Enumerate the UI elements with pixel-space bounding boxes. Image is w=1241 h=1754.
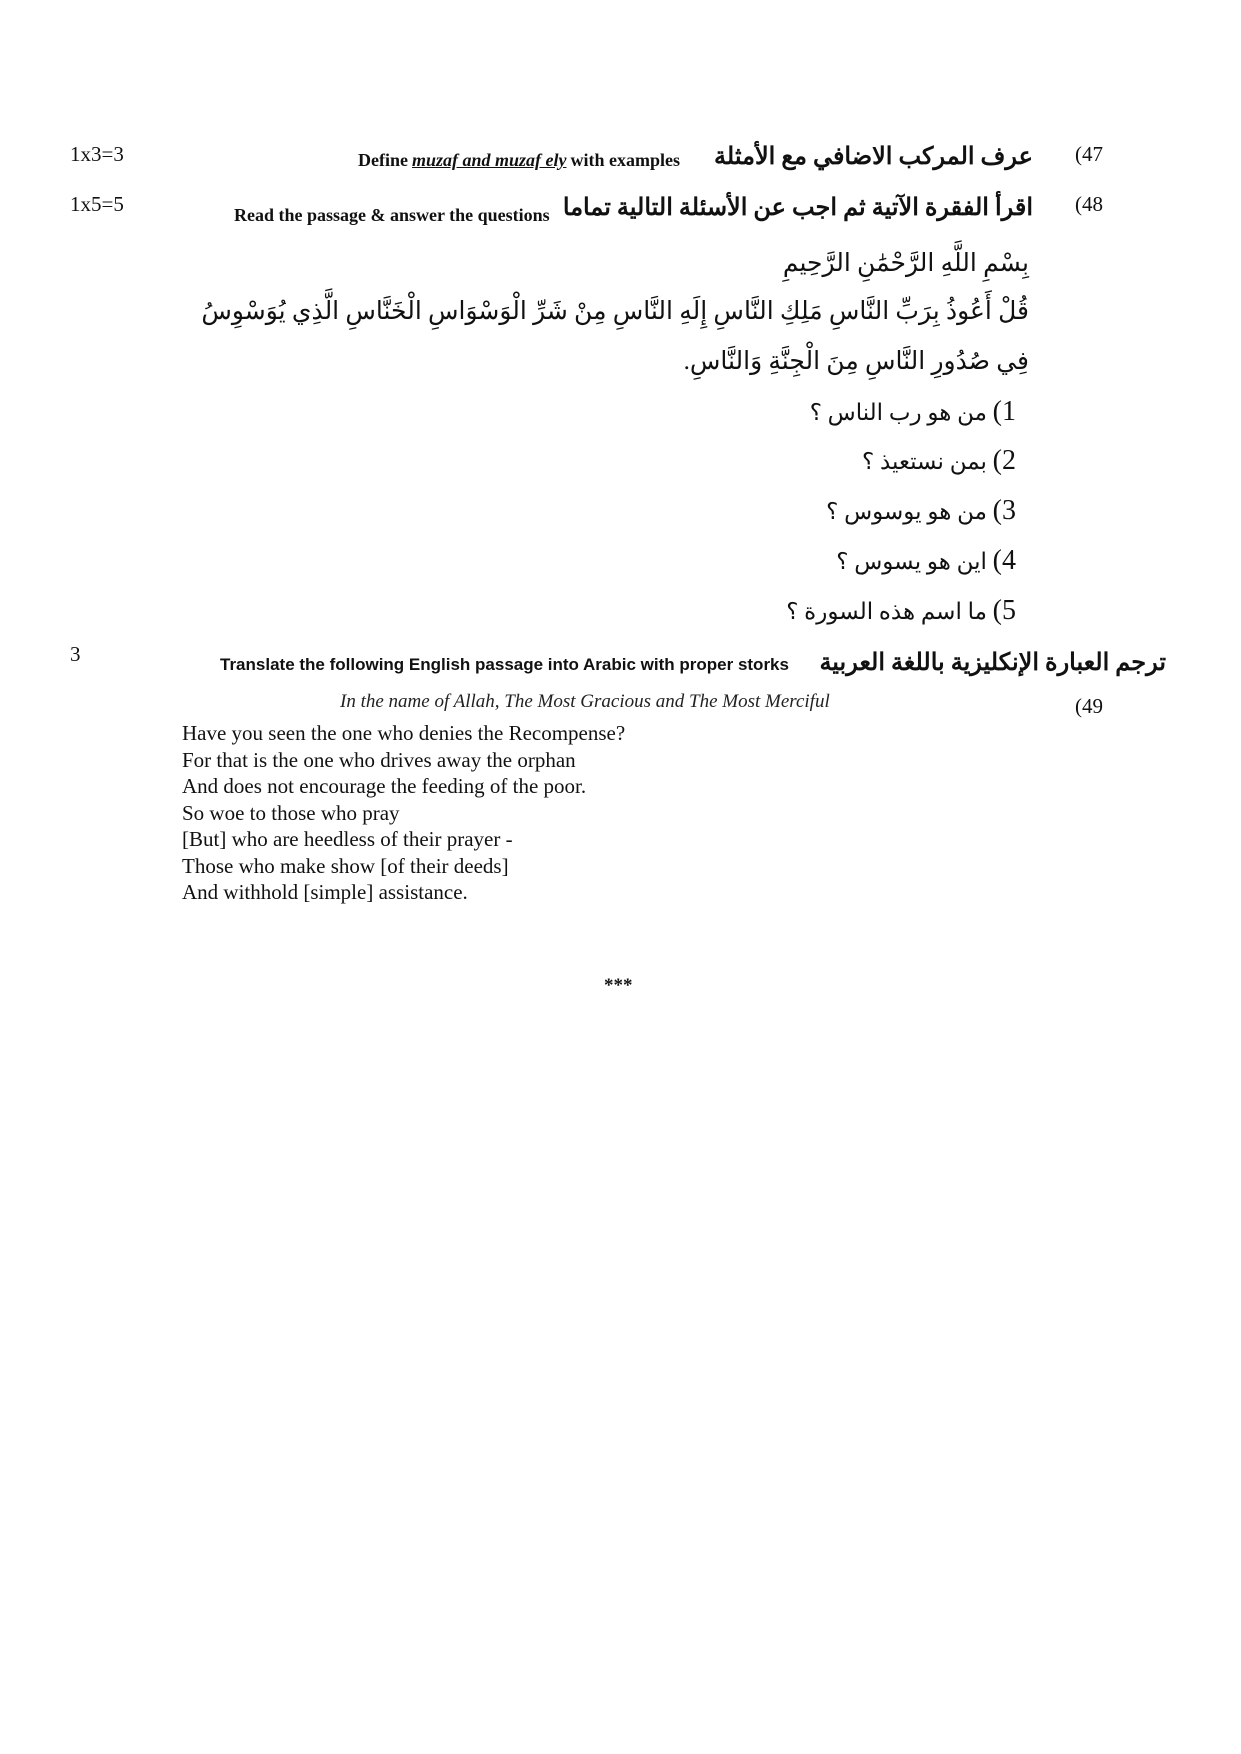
q47-number: (47 (1075, 142, 1103, 166)
sub-question-4 (836, 545, 1016, 577)
passage-line: So woe to those who pray (182, 800, 400, 825)
passage-line: And withhold [simple] assistance. (182, 880, 468, 904)
translation-passage (182, 720, 625, 906)
q47-instruction (358, 150, 680, 171)
passage-line-3: فِي صُدُورِ النَّاسِ مِنَ الْجِنَّةِ وَالنَّاسِ. (683, 348, 1029, 375)
sub-question-3 (826, 495, 1016, 527)
sub-question-text: من هو رب الناس ؟ (809, 400, 987, 425)
q49-marks: 3 (70, 642, 81, 666)
sub-question-number: 3) (992, 495, 1016, 526)
q49-arabic-instruction: ترجم العبارة الإنكليزية باللغة العربية (819, 650, 1166, 676)
q47-arabic-instruction: عرف المركب الاضافي مع الأمثلة (714, 144, 1033, 170)
sub-question-number: 2) (992, 445, 1016, 476)
passage-line: Have you seen the one who denies the Recompense? (182, 721, 626, 745)
passage-line-1: بِسْمِ اللَّهِ الرَّحْمَٰنِ الرَّحِيمِ (782, 250, 1029, 277)
sub-question-5 (786, 595, 1016, 627)
sub-question-text: ما اسم هذه السورة ؟ (786, 599, 987, 624)
sub-question-2 (862, 445, 1016, 477)
passage-line: And does not encourage the feeding of the poor. (182, 774, 587, 798)
q48-number: (48 (1075, 192, 1103, 216)
sub-question-number: 1) (992, 396, 1016, 427)
q47-english-suffix: with examples (570, 150, 680, 170)
end-of-paper-mark: *** (604, 975, 633, 996)
passage-line: Those who make show [of their deeds] (182, 853, 509, 878)
q48-marks: 1x5=5 (70, 192, 124, 216)
q47-english-prefix: Define (358, 150, 408, 170)
sub-question-text: اين هو يسوس ؟ (836, 549, 987, 574)
sub-question-number: 5) (992, 595, 1016, 626)
q47-english-emphasis: muzaf and muzaf ely (411, 150, 567, 170)
q49-english-instruction: Translate the following English passage into Arabic with proper storks (220, 655, 789, 674)
passage-line: [But] who are heedless of their prayer - (182, 827, 513, 851)
q49-italic-heading: In the name of Allah, The Most Gracious and The Most Merciful (340, 691, 830, 712)
sub-question-text: من هو يوسوس ؟ (826, 499, 987, 524)
passage-line-2: قُلْ أَعُوذُ بِرَبِّ النَّاسِ مَلِكِ النَّاسِ إِلَهِ النَّاسِ مِنْ شَرِّ الْوَسْوَاسِ الْخَنَّاسِ الَّذِي يُوَسْوِسُ (201, 298, 1029, 325)
sub-question-number: 4) (992, 545, 1016, 576)
q47-marks: 1x3=3 (70, 142, 124, 166)
sub-question-text: بمن نستعيذ ؟ (862, 449, 987, 474)
passage-line: For that is the one who drives away the orphan (182, 747, 576, 772)
sub-question-1 (810, 396, 1016, 428)
q49-number: (49 (1075, 694, 1103, 718)
q48-arabic-instruction: اقرأ الفقرة الآتية ثم اجب عن الأسئلة التالية تماما (562, 195, 1033, 221)
q48-english-instruction: Read the passage & answer the questions (234, 205, 550, 225)
